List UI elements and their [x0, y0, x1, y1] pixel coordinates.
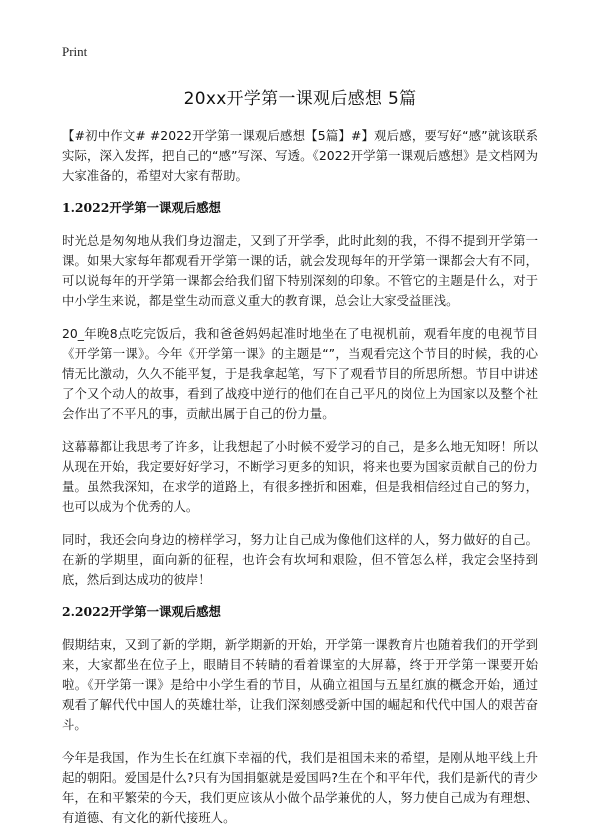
- document-title: 20xx开学第一课观后感想 5篇: [183, 89, 417, 109]
- body-paragraph: 同时，我还会向身边的榜样学习，努力让自己成为像他们这样的人，努力做好的自己。在新的学期里，面向新的征程，也许会有坎坷和艰险，但不管怎么样，我定会坚持到底，然后到达成功的彼岸！: [62, 532, 538, 587]
- section-heading: 1.2022开学第一课观后感想: [62, 200, 221, 215]
- body-paragraph: 今年是我国，作为生长在红旗下幸福的代，我们是祖国未来的希望，是刚从地平线上升起的朝阳。爱国是什么?只有为国捐躯就是爱国吗?生在个和平年代，我们是新代的青少年，在和平繁荣的今天，我们更应该从小做个品学兼优的人，努力使自己成为有理想、有道德、有文化的新代接班人。: [62, 750, 538, 825]
- intro-paragraph: 【#初中作文# #2022开学第一课观后感想【5篇】#】观后感，要写好“感”就该联系实际，深入发挥，把自己的“感”写深、写透。《2022开学第一课观后感想》是文档网为大家准备的，希望对大家有帮助。: [62, 128, 538, 183]
- body-paragraph: 假期结束，又到了新的学期，新学期新的开始，开学第一课教育片也随着我们的开学到来，大家都坐在位子上，眼睛目不转睛的看着课室的大屏幕，终于开学第一课要开始啦。《开学第一课》是给中小学生看的节目，从确立祖国与五星红旗的概念开始，通过观看了解代代中国人的英雄壮举，让我们深刻感受新中国的崛起和代代中国人的艰苦奋斗。: [62, 637, 538, 732]
- body-paragraph: 20_年晚8点吃完饭后，我和爸爸妈妈起准时地坐在了电视机前，观看年度的电视节目《开学第一课》。今年《开学第一课》的主题是“”，当观看完这个节目的时候，我的心情无比激动，久久不能平复，于是我拿起笔，写下了观看节目的所思所想。节目中讲述了个又个动人的故事，看到了战疫中逆行的他们在自己平凡的岗位上为国家以及整个社会作出了不平凡的事，贡献出属于自己的份力量。: [62, 326, 538, 421]
- body-paragraph: 这幕幕都让我思考了许多，让我想起了小时候不爱学习的自己，是多么地无知呀！所以从现在开始，我定要好好学习，不断学习更多的知识，将来也要为国家贡献自己的份力量。虽然我深知，在求学的道路上，有很多挫折和困难，但是我相信经过自己的努力，也可以成为个优秀的人。: [62, 439, 538, 514]
- section-heading: 2.2022开学第一课观后感想: [62, 604, 221, 619]
- print-label: Print: [62, 44, 88, 59]
- body-paragraph: 时光总是匆匆地从我们身边溜走，又到了开学季，此时此刻的我，不得不提到开学第一课。如果大家每年都观看开学第一课的话，就会发现每年的开学第一课都会大有不同，可以说每年的开学第一课都会给我们留下特别深刻的印象。不管它的主题是什么，对于中小学生来说，都是堂生动而意义重大的教育课，总会让大家受益匪浅。: [62, 233, 538, 308]
- section-2: [62, 603, 538, 828]
- section-1: [62, 199, 538, 590]
